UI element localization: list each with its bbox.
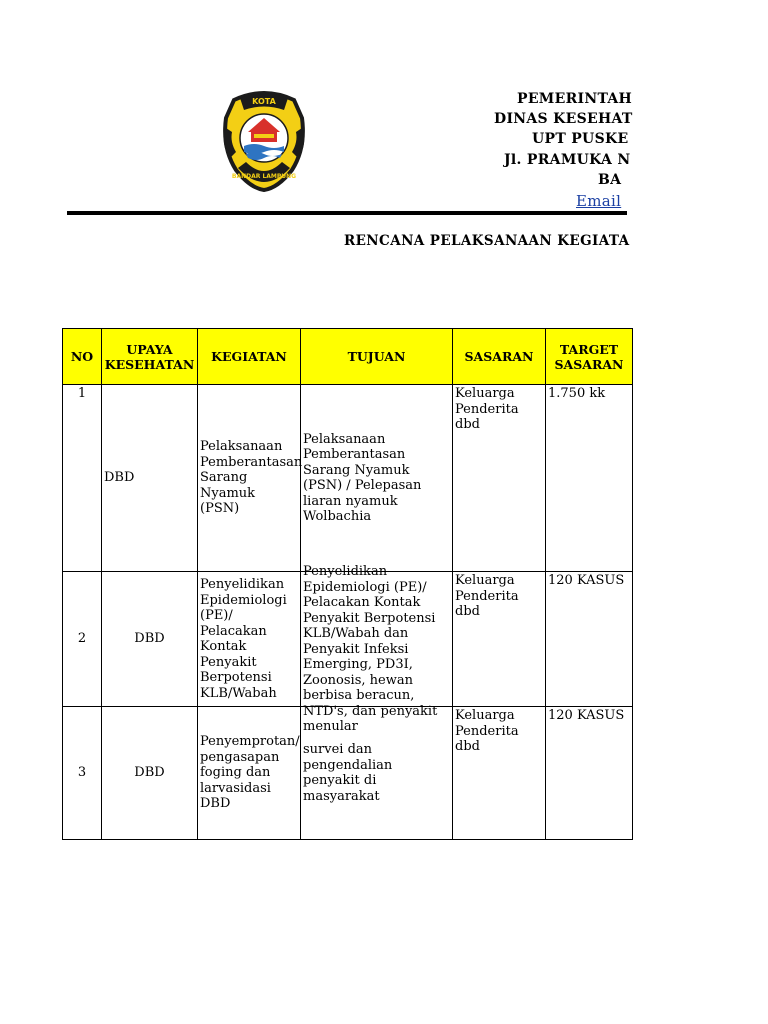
row-no: 2 <box>63 572 102 707</box>
header-line-5: BA <box>598 172 622 188</box>
table-header-row <box>63 329 633 385</box>
header-upaya-line2: KESEHATAN <box>104 356 195 372</box>
header-line-4: Jl. PRAMUKA N <box>504 152 631 168</box>
kota-bandar-lampung-emblem-icon <box>218 88 310 192</box>
header-line-1: PEMERINTAH <box>517 91 633 107</box>
header-target-line1: TARGET <box>559 341 619 357</box>
row-sasaran: Keluarga Penderita dbd <box>453 385 546 572</box>
row-upaya: DBD <box>102 572 198 707</box>
document-title: RENCANA PELAKSANAAN KEGIATA <box>344 233 630 249</box>
header-sasaran: SASARAN <box>453 329 546 385</box>
row-kegiatan: Penyelidikan Epidemiologi (PE)/ Pelacakan Kontak Penyakit Berpotensi KLB/Wabah <box>198 572 301 707</box>
row-no: 1 <box>63 385 102 572</box>
header-line-2: DINAS KESEHAT <box>494 111 633 127</box>
row-sasaran: Keluarga Penderita dbd <box>453 707 546 840</box>
row-target: 1.750 kk <box>546 385 633 572</box>
header-line-3: UPT PUSKE <box>532 131 629 147</box>
table-row <box>63 572 633 707</box>
row-upaya: DBD <box>102 707 198 840</box>
header-upaya-line1: UPAYA <box>126 341 173 357</box>
row-target: 120 KASUS <box>546 707 633 840</box>
row-target: 120 KASUS <box>546 572 633 707</box>
header-divider <box>67 211 627 215</box>
row-tujuan: Pelaksanaan Pemberantasan Sarang Nyamuk (PSN) / Pelepasan liaran nyamuk Wolbachia <box>301 385 453 572</box>
row-kegiatan: Penyemprotan/ pengasapan foging dan larvasidasi DBD <box>198 707 301 840</box>
header-target-line2: SASARAN <box>554 356 624 372</box>
row-tujuan: Penyelidikan Epidemiologi (PE)/ Pelacakan Kontak Penyakit Berpotensi KLB/Wabah dan Penyakit Infeksi Emerging, PD3I, Zoonosis, hewan berbisa beracun, NTD's, dan penyakit menular <box>301 572 453 707</box>
activity-plan-table <box>62 328 633 840</box>
logo-bottom-text: BANDAR LAMPUNG <box>231 173 297 180</box>
table-row <box>63 385 633 572</box>
row-kegiatan: Pelaksanaan Pemberantasan Sarang Nyamuk (PSN) <box>198 385 301 572</box>
header-upaya-kesehatan <box>102 329 198 385</box>
row-tujuan: survei dan pengendalian penyakit di masyarakat <box>301 707 453 840</box>
row-sasaran: Keluarga Penderita dbd <box>453 572 546 707</box>
row-upaya: DBD <box>102 385 198 572</box>
header-tujuan: TUJUAN <box>301 329 453 385</box>
header-target-sasaran <box>546 329 633 385</box>
row-no: 3 <box>63 707 102 840</box>
logo-top-text: KOTA <box>252 97 276 106</box>
email-link[interactable]: Email <box>576 192 622 210</box>
header-no: NO <box>63 329 102 385</box>
header-kegiatan: KEGIATAN <box>198 329 301 385</box>
